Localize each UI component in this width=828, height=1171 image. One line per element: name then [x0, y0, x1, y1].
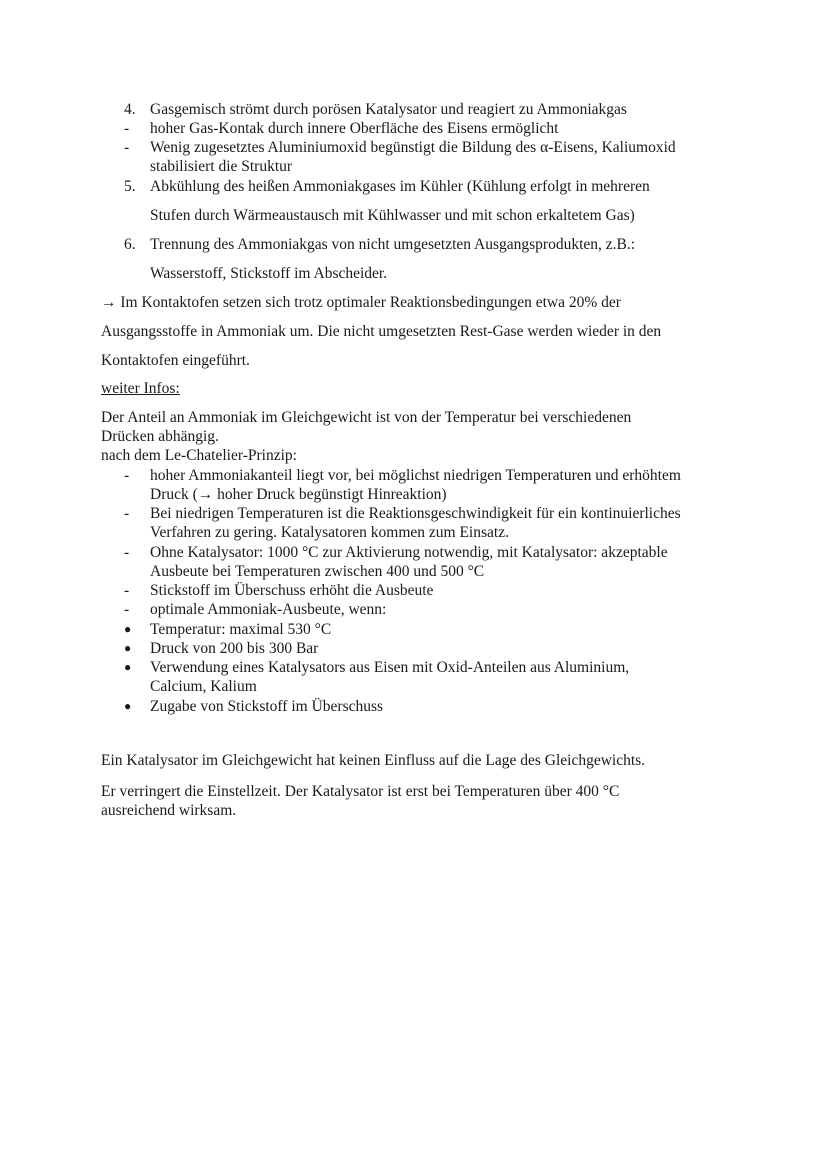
item-text: stabilisiert die Struktur: [150, 158, 293, 175]
dash-marker: -: [124, 139, 130, 156]
item-text: hoher Gas-Kontak durch innere Oberfläche des Eisens ermöglicht: [150, 120, 559, 137]
item-number: 4.: [124, 101, 136, 118]
document-page: 4. Gasgemisch strömt durch porösen Katalysator und reagiert zu Ammoniakgas - hoher Gas-Kontak durch innere Oberfläche des Eisens ermöglicht - Wenig zugesetztes Aluminiumoxid begünstigt die Bildung des α-Eisens, Kaliumoxid stabilisiert die Struktur 5. Abkühlung des heißen Ammoniakgases im Kühler (Kühlung erfolgt in mehreren Stufen durch Wärmeaustausch mit Kühlwasser und mit schon erkaltetem Gas) 6. Trennung des Ammoniakgas von nicht umgesetzten Ausgangsprodukten, z.B.: Wasserstoff, Stickstoff im Abscheider. → Im Kontaktofen setzen sich trotz optimaler Reaktionsbedingungen etwa 20% der Ausgangsstoffe in Ammoniak um. Die nicht umgesetzten Rest-Gase werden wieder in den Kontaktofen eingeführt. weiter Infos: Der Anteil an Ammoniak im Gleichgewicht ist von der Temperatur bei verschiedenen Drücken abhängig. nach dem Le-Chatelier-Prinzip: - hoher Ammoniakanteil liegt vor, bei möglichst niedrigen Temperaturen und erhöhtem Druck (→ hoher Druck begünstigt Hinreaktion) - Bei niedrigen Temperaturen ist die Reaktionsgeschwindigkeit für ein kontinuierliches Verfahren zu gering. Katalysatoren kommen zum Einsatz. - Ohne Katalysator: 1000 °C zur Aktivierung notwendig, mit Katalysator: akzeptable Ausbeute bei Temperaturen zwischen 400 und 500 °C - Stickstoff im Überschuss erhöht die Ausbeute - optimale Ammoniak-Ausbeute, wenn: ● Temperatur: maximal 530 °C ● Druck von 200 bis 300 Bar ● Verwendung eines Katalysators aus Eisen mit Oxid-Anteilen aus Aluminium, Calcium, Kalium ● Zugabe von Stickstoff im Überschuss Ein Katalysator im Gleichgewicht hat keinen Einfluss auf die Lage des Gleichgewichts. Er verringert die Einstellzeit. Der Katalysator ist erst bei Temperaturen über 400 °C ausreichend wirksam.: [101, 101, 681, 819]
bullet-icon: ●: [124, 622, 132, 636]
dash-marker: -: [124, 467, 130, 484]
item-number: 6.: [124, 236, 136, 253]
bullet-icon: ●: [124, 660, 132, 674]
item-text: Gasgemisch strömt durch porösen Katalysator und reagiert zu Ammoniakgas: [150, 101, 627, 118]
bullet-icon: ●: [124, 641, 132, 655]
item-text: Trennung des Ammoniakgas von nicht umgesetzten Ausgangsprodukten, z.B.:: [150, 236, 636, 253]
item-number: 5.: [124, 178, 136, 195]
dash-marker: -: [124, 505, 130, 522]
item-text: Stufen durch Wärmeaustausch mit Kühlwasser und mit schon erkaltetem Gas): [150, 207, 635, 224]
item-text: Wasserstoff, Stickstoff im Abscheider.: [150, 265, 388, 282]
dash-marker: -: [124, 120, 130, 137]
dash-marker: -: [124, 544, 130, 561]
dash-marker: -: [124, 582, 130, 599]
dash-marker: -: [124, 601, 130, 618]
bullet-icon: ●: [124, 699, 132, 713]
item-text: Wenig zugesetztes Aluminiumoxid begünstigt die Bildung des α-Eisens, Kaliumoxid: [150, 139, 676, 156]
item-text: Abkühlung des heißen Ammoniakgases im Kühler (Kühlung erfolgt in mehreren: [150, 178, 650, 195]
